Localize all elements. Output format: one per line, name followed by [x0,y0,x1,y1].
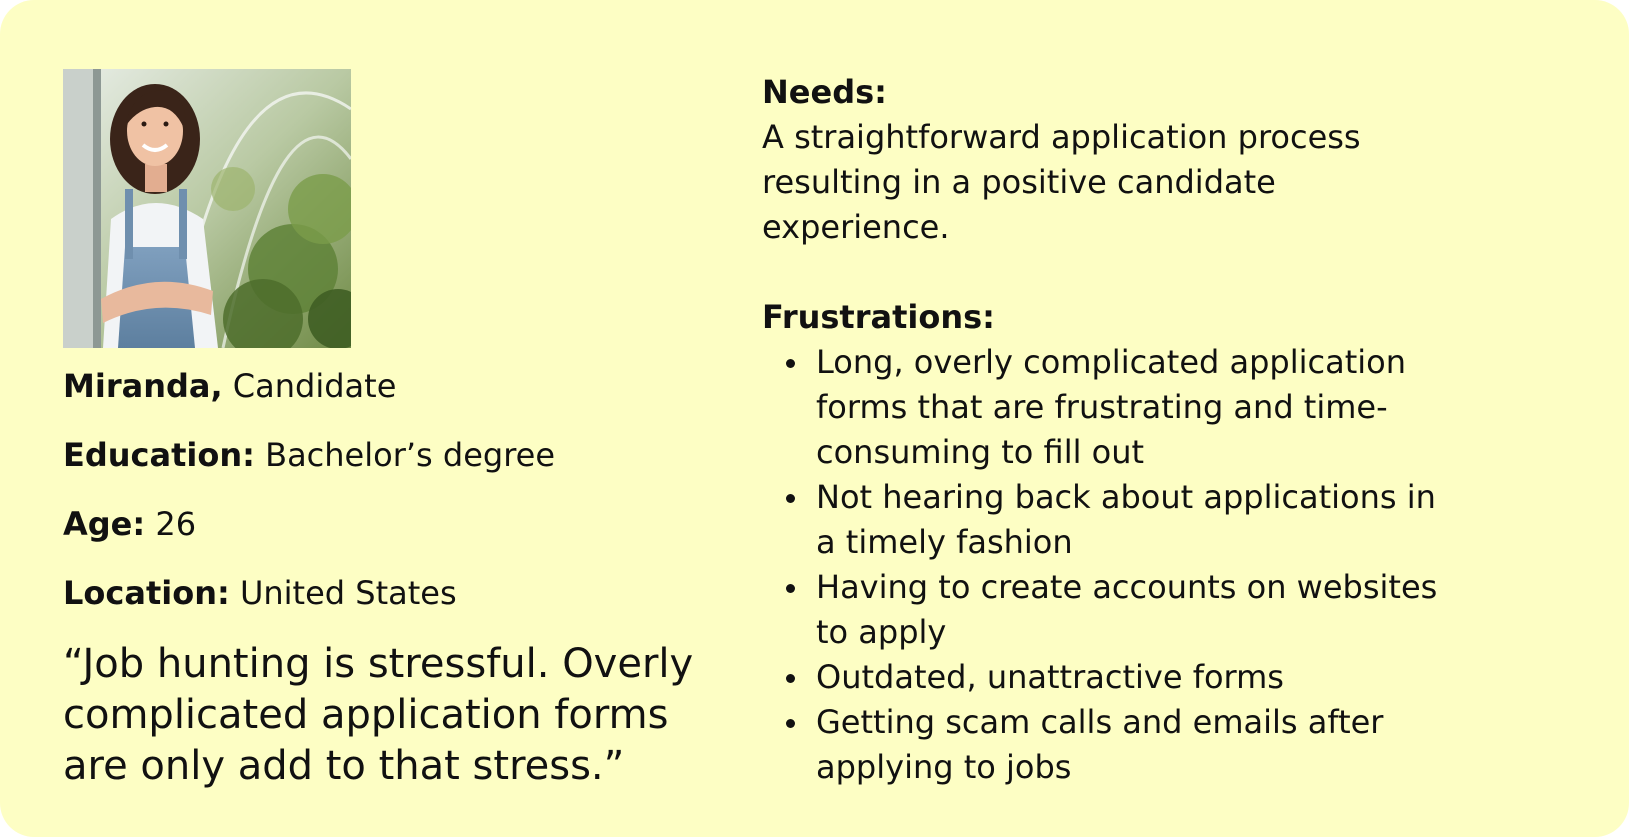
persona-name-row [63,366,396,406]
frustrations-list [762,340,1462,790]
age-row [63,504,196,544]
frustration-item: Getting scam calls and emails after applying to jobs [816,700,1456,790]
location-row [63,573,457,613]
persona-photo-image [63,69,351,348]
frustrations-heading: Frustrations: [762,298,995,336]
age-value: 26 [155,505,197,543]
frustration-item: Long, overly complicated application forms that are frustrating and time-consuming to fill out [816,340,1456,475]
needs-text: A straightforward application process resulting in a positive candidate experience. [762,118,1361,246]
persona-name: Miranda, [63,367,223,405]
frustration-item: Not hearing back about applications in a timely fashion [816,475,1456,565]
persona-quote: “Job hunting is stressful. Overly complicated application forms are only add to that stress.” [63,641,694,789]
needs-heading: Needs: [762,73,887,111]
age-label: Age: [63,505,146,543]
education-row [63,435,555,475]
frustration-item: Having to create accounts on websites to apply [816,565,1456,655]
education-label: Education: [63,436,255,474]
location-value: United States [239,574,457,612]
location-label: Location: [63,574,230,612]
education-value: Bachelor’s degree [265,436,556,474]
persona-photo [63,69,351,348]
frustration-item: Outdated, unattractive forms [816,655,1456,700]
needs-frustrations-column [762,70,1462,790]
persona-role: Candidate [232,367,397,405]
